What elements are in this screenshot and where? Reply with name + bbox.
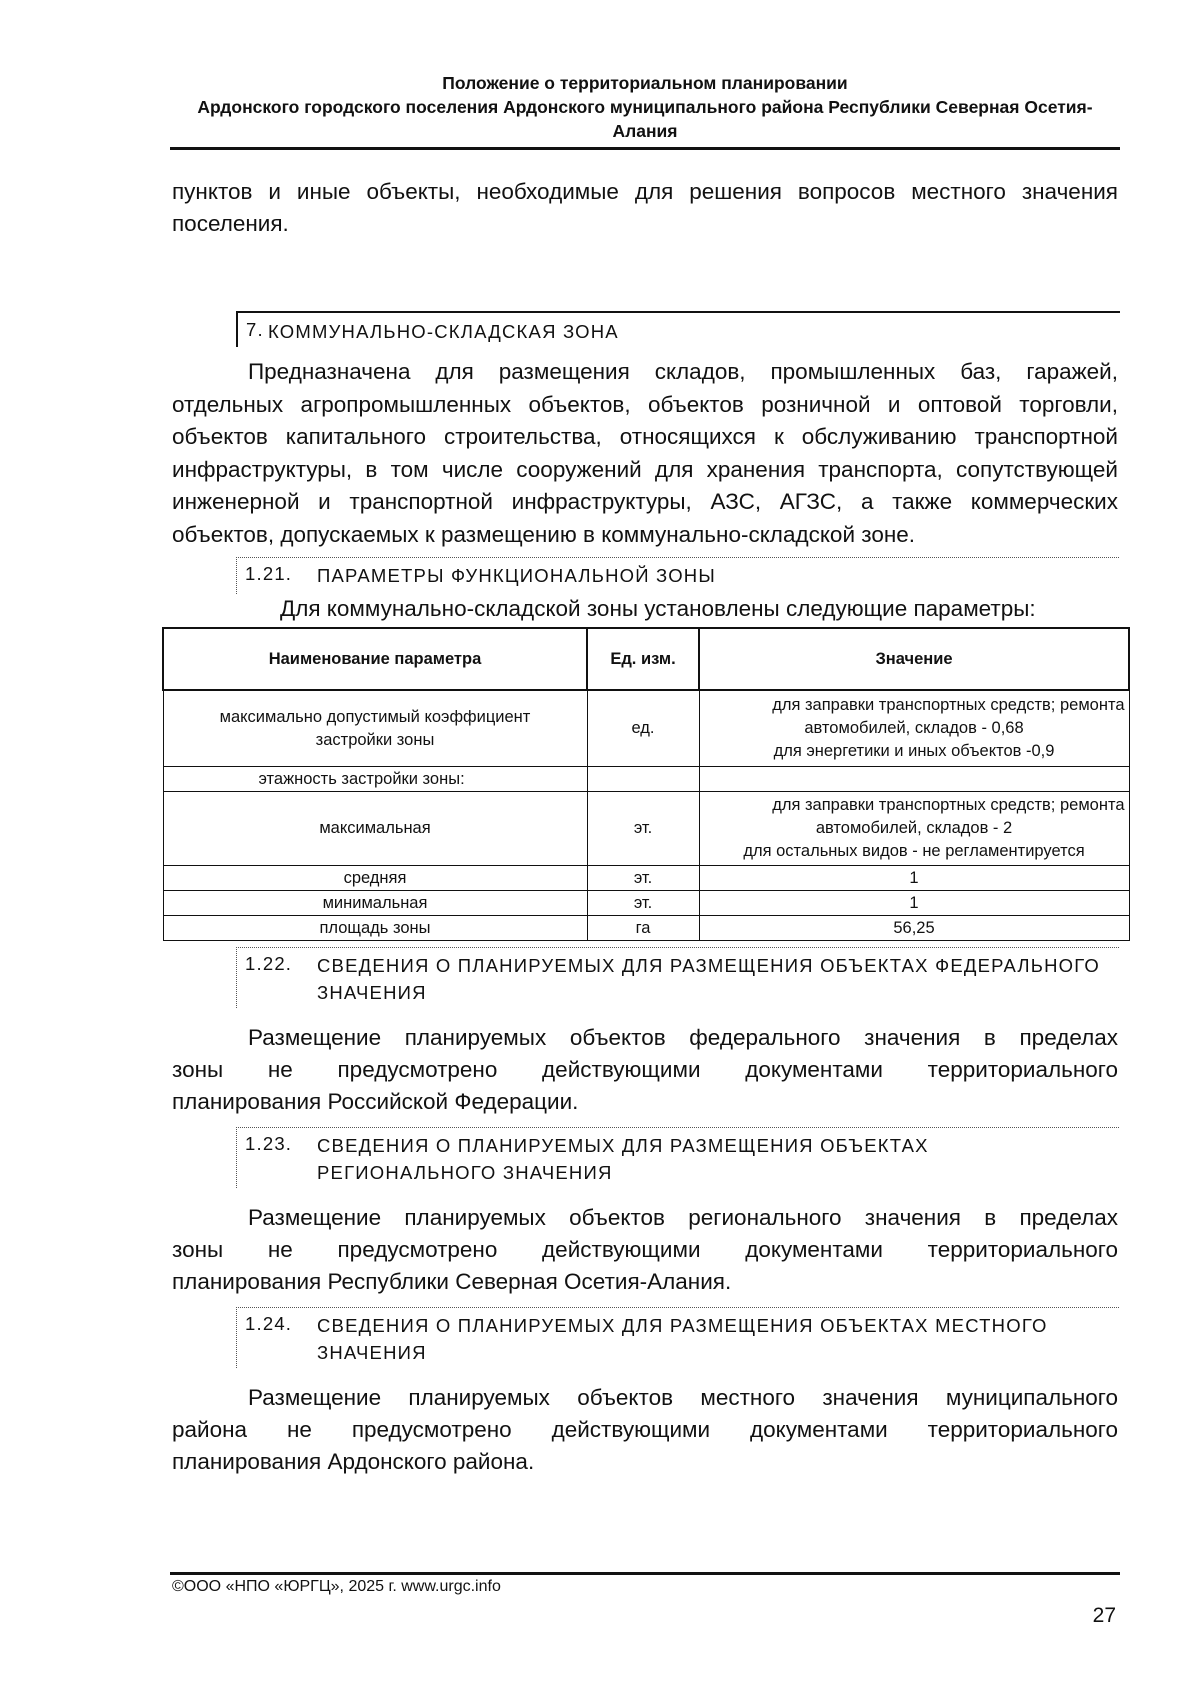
section-1-24-line-2: района не предусмотрено действующими документами территориального: [172, 1417, 1118, 1442]
section-1-23-number: 1.23.: [245, 1133, 293, 1154]
section-7-number: 7.: [246, 319, 264, 340]
section-1-24-line-1: Размещение планируемых объектов местного значения муниципального: [248, 1385, 1118, 1410]
section-1-23-heading: [236, 1127, 1119, 1188]
param-value: [699, 792, 1129, 866]
header-line-1: Положение о территориальном планировании: [442, 73, 848, 93]
section-1-21-title: ПАРАМЕТРЫ ФУНКЦИОНАЛЬНОЙ ЗОНЫ: [317, 565, 716, 586]
param-unit: эт.: [587, 866, 699, 891]
footer-copyright: ©ООО «НПО «ЮРГЦ», 2025 г. www.urgc.info: [172, 1578, 501, 1595]
param-value: 1: [699, 891, 1129, 916]
section-7-heading: [236, 311, 1120, 347]
param-name: минимальная: [163, 891, 587, 916]
section-1-23-title: СВЕДЕНИЯ О ПЛАНИРУЕМЫХ ДЛЯ РАЗМЕЩЕНИЯ ОБЪЕКТАХ РЕГИОНАЛЬНОГО ЗНАЧЕНИЯ: [317, 1135, 929, 1183]
column-header-unit: Ед. изм.: [587, 628, 699, 690]
section-1-22-heading: [236, 947, 1119, 1008]
param-unit: [587, 767, 699, 792]
param-value-line: для энергетики и иных объектов -0,9: [773, 742, 1055, 760]
section-1-24-number: 1.24.: [245, 1313, 293, 1334]
header-line-2: Ардонского городского поселения Ардонского муниципального района Республики Северная Осетия-: [197, 97, 1093, 117]
param-unit: га: [587, 916, 699, 941]
param-value-line: для остальных видов - не регламентируется: [743, 842, 1085, 860]
section-1-22-line-3: планирования Российской Федерации.: [172, 1089, 579, 1114]
table-header-row: [163, 628, 1129, 690]
param-unit: ед.: [587, 690, 699, 767]
param-value-line: автомобилей, складов - 0,68: [804, 719, 1024, 737]
section-1-21-heading: [236, 557, 1119, 594]
table-row: [163, 792, 1129, 866]
section-1-22-line-1: Размещение планируемых объектов федерального значения в пределах: [248, 1025, 1118, 1050]
section-1-24-heading: [236, 1307, 1119, 1368]
parameters-table: [162, 627, 1130, 941]
param-name: средняя: [163, 866, 587, 891]
column-header-name: Наименование параметра: [163, 628, 587, 690]
table-row: [163, 891, 1129, 916]
section-1-23-line-2: зоны не предусмотрено действующими документами территориального: [172, 1237, 1118, 1262]
column-header-value: Значение: [699, 628, 1129, 690]
section-1-22-number: 1.22.: [245, 953, 293, 974]
table-row: [163, 916, 1129, 941]
section-1-21-number: 1.21.: [245, 563, 293, 584]
param-value: 56,25: [699, 916, 1129, 941]
table-row: [163, 767, 1129, 792]
intro-line-1: пунктов и иные объекты, необходимые для решения вопросов местного значения: [172, 179, 1118, 204]
param-value: 1: [699, 866, 1129, 891]
param-value: [699, 690, 1129, 767]
param-value-line: автомобилей, складов - 2: [815, 819, 1013, 837]
param-value-line: для заправки транспортных средств; ремонта: [772, 796, 1125, 814]
section-1-24-title: СВЕДЕНИЯ О ПЛАНИРУЕМЫХ ДЛЯ РАЗМЕЩЕНИЯ ОБЪЕКТАХ МЕСТНОГО ЗНАЧЕНИЯ: [317, 1315, 1048, 1363]
param-name: площадь зоны: [163, 916, 587, 941]
section-1-22-line-2: зоны не предусмотрено действующими документами территориального: [172, 1057, 1118, 1082]
section-1-24-line-3: планирования Ардонского района.: [172, 1449, 535, 1474]
section-1-22-title: СВЕДЕНИЯ О ПЛАНИРУЕМЫХ ДЛЯ РАЗМЕЩЕНИЯ ОБЪЕКТАХ ФЕДЕРАЛЬНОГО ЗНАЧЕНИЯ: [317, 955, 1100, 1003]
header-divider: [170, 147, 1120, 150]
section-1-23-line-1: Размещение планируемых объектов регионального значения в пределах: [248, 1205, 1118, 1230]
section-7-title: КОММУНАЛЬНО-СКЛАДСКАЯ ЗОНА: [268, 321, 619, 342]
intro-line-2: поселения.: [172, 211, 289, 236]
section-7-paragraph: Предназначена для размещения складов, промышленных баз, гаражей, отдельных агропромышленных объектов, объектов розничной и оптовой торговли, объектов капитального строительства, относящихся к обслуживанию транспортной инфраструктуры, в том числе сооружений для хранения транспорта, сопутствующей инженерной и транспортной инфраструктуры, АЗС, АГЗС, а также коммерческих объектов, допускаемых к размещению в коммунально-складской зоне.: [172, 359, 1118, 547]
param-unit: эт.: [587, 891, 699, 916]
param-name: этажность застройки зоны:: [163, 767, 587, 792]
footer-divider: [170, 1572, 1120, 1575]
page-number: 27: [1092, 1604, 1116, 1627]
param-value-line: для заправки транспортных средств; ремонта: [772, 696, 1125, 714]
param-unit: эт.: [587, 792, 699, 866]
header-line-3: Алания: [612, 121, 678, 141]
table-row: [163, 690, 1129, 767]
param-name: максимальная: [163, 792, 587, 866]
table-row: [163, 866, 1129, 891]
param-name: максимально допустимый коэффициент застройки зоны: [163, 690, 587, 767]
parameters-lead: Для коммунально-складской зоны установлены следующие параметры:: [280, 596, 1036, 621]
section-1-23-line-3: планирования Республики Северная Осетия-Алания.: [172, 1269, 732, 1294]
param-value: [699, 767, 1129, 792]
